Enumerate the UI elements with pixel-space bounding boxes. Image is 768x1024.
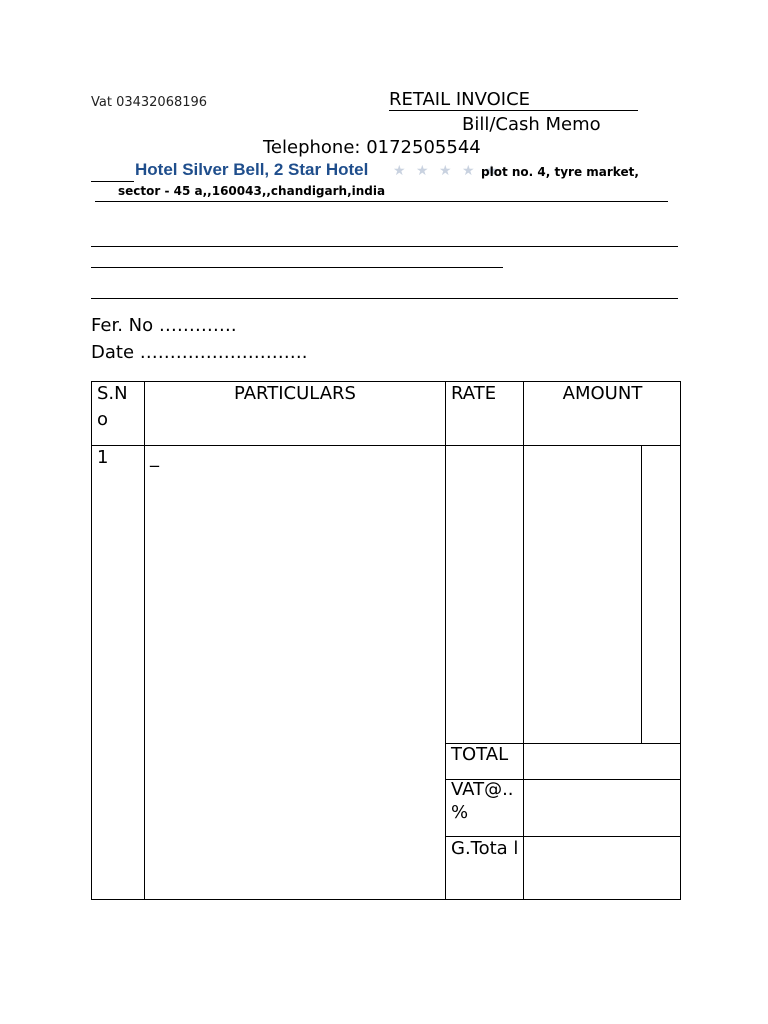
grand-total-label: G.Tota l	[451, 838, 519, 859]
header-sno: S.N o	[97, 383, 128, 430]
header-particulars: PARTICULARS	[234, 383, 356, 404]
title-underline	[389, 110, 638, 111]
address-rule	[95, 201, 668, 202]
total-label: TOTAL	[451, 744, 509, 765]
table-header-bottom	[91, 445, 681, 446]
particulars-column-divider	[445, 381, 446, 900]
blank-line-3	[91, 298, 678, 299]
vat-label: VAT@.. %	[451, 779, 514, 823]
vat-number: Vat 03432068196	[91, 95, 208, 110]
blank-line-2	[91, 267, 503, 268]
rate-column-divider	[523, 381, 524, 900]
star-rating-icon: ★ ★ ★ ★ ★	[393, 163, 501, 179]
sno-column-divider	[144, 381, 145, 900]
invoice-title: RETAIL INVOICE	[389, 89, 531, 110]
table-bottom-border	[91, 899, 681, 900]
table-right-border	[680, 381, 681, 900]
invoice-subtitle: Bill/Cash Memo	[462, 114, 601, 135]
row-particulars: _	[150, 447, 159, 468]
blank-line-1	[91, 246, 678, 247]
hotel-address-line-1: plot no. 4, tyre market,	[481, 165, 639, 179]
amount-subcolumn-divider	[641, 445, 642, 744]
row-sno: 1	[97, 447, 109, 468]
hotel-address-line-2: sector - 45 a,,160043,,chandigarh,india	[118, 184, 386, 198]
header-amount: AMOUNT	[562, 383, 643, 404]
fer-no-field: Fer. No ………….	[91, 315, 237, 336]
table-left-border	[91, 381, 92, 900]
hotel-name: Hotel Silver Bell, 2 Star Hotel	[135, 160, 369, 179]
header-rate: RATE	[451, 383, 497, 404]
hotel-underline-prefix	[91, 181, 134, 182]
date-field: Date ……………………….	[91, 342, 308, 363]
telephone: Telephone: 0172505544	[263, 137, 481, 158]
